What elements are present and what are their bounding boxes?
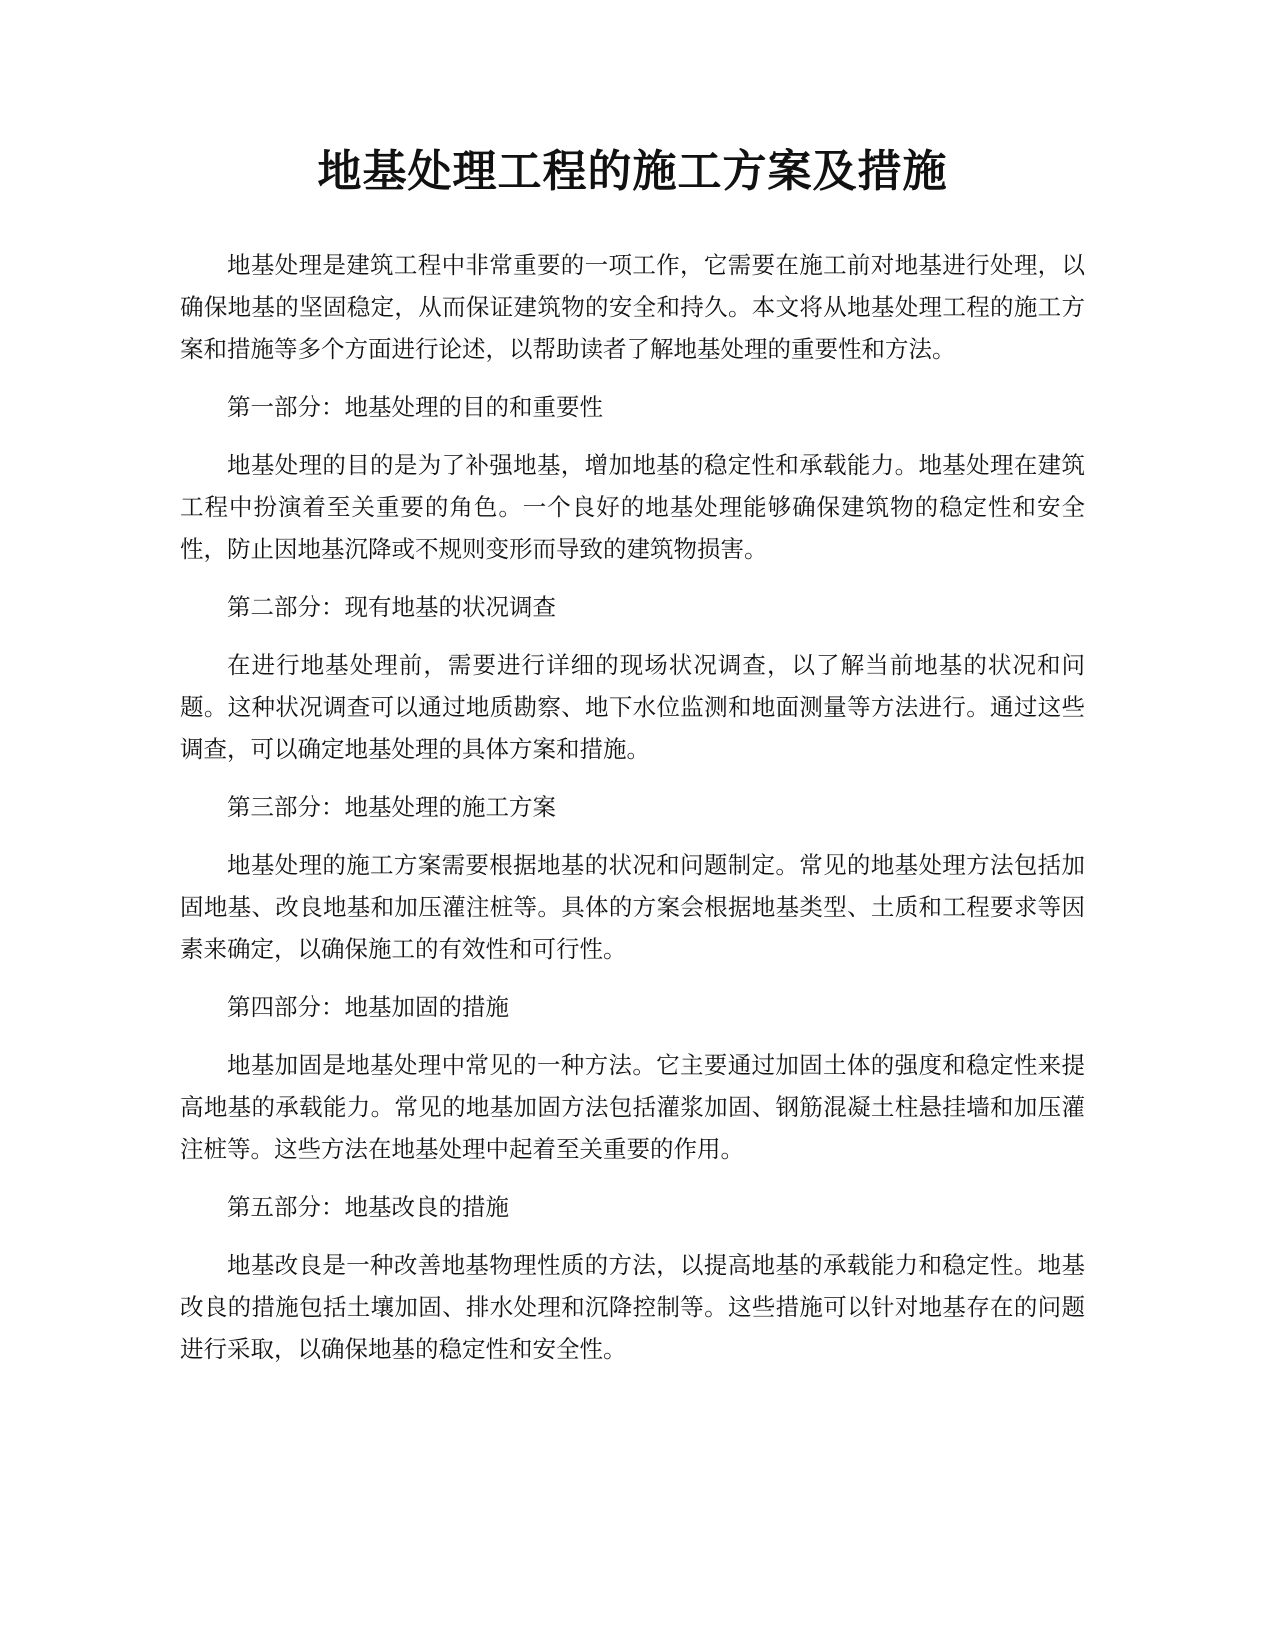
document-title: 地基处理工程的施工方案及措施 [317, 146, 948, 197]
section-2-heading: 第二部分：现有地基的状况调查 [227, 593, 556, 621]
section-4-body: 地基加固是地基处理中常见的一种方法。它主要通过加固土体的强度和稳定性来提高地基的承载能力。常见的地基加固方法包括灌浆加固、钢筋混凝土柱悬挂墙和加压灌注桩等。这些方法在地基处理中起着至关重要的作用。 [180, 1051, 1085, 1163]
section-3-body: 地基处理的施工方案需要根据地基的状况和问题制定。常见的地基处理方法包括加固地基、改良地基和加压灌注桩等。具体的方案会根据地基类型、土质和工程要求等因素来确定，以确保施工的有效性和可行性。 [180, 851, 1085, 963]
section-3-heading: 第三部分：地基处理的施工方案 [227, 793, 556, 821]
section-1-body: 地基处理的目的是为了补强地基，增加地基的稳定性和承载能力。地基处理在建筑工程中扮演着至关重要的角色。一个良好的地基处理能够确保建筑物的稳定性和安全性，防止因地基沉降或不规则变形而导致的建筑物损害。 [180, 451, 1085, 563]
section-2-body: 在进行地基处理前，需要进行详细的现场状况调查，以了解当前地基的状况和问题。这种状况调查可以通过地质勘察、地下水位监测和地面测量等方法进行。通过这些调查，可以确定地基处理的具体方案和措施。 [180, 651, 1085, 763]
section-1-heading: 第一部分：地基处理的目的和重要性 [227, 393, 603, 421]
section-5-body: 地基改良是一种改善地基物理性质的方法，以提高地基的承载能力和稳定性。地基改良的措施包括土壤加固、排水处理和沉降控制等。这些措施可以针对地基存在的问题进行采取，以确保地基的稳定性和安全性。 [180, 1251, 1085, 1363]
section-5-heading: 第五部分：地基改良的措施 [227, 1193, 509, 1221]
intro-paragraph: 地基处理是建筑工程中非常重要的一项工作，它需要在施工前对地基进行处理，以确保地基的坚固稳定，从而保证建筑物的安全和持久。本文将从地基处理工程的施工方案和措施等多个方面进行论述，以帮助读者了解地基处理的重要性和方法。 [180, 251, 1085, 363]
section-4-heading: 第四部分：地基加固的措施 [227, 993, 509, 1021]
document-page [180, 140, 1085, 1386]
